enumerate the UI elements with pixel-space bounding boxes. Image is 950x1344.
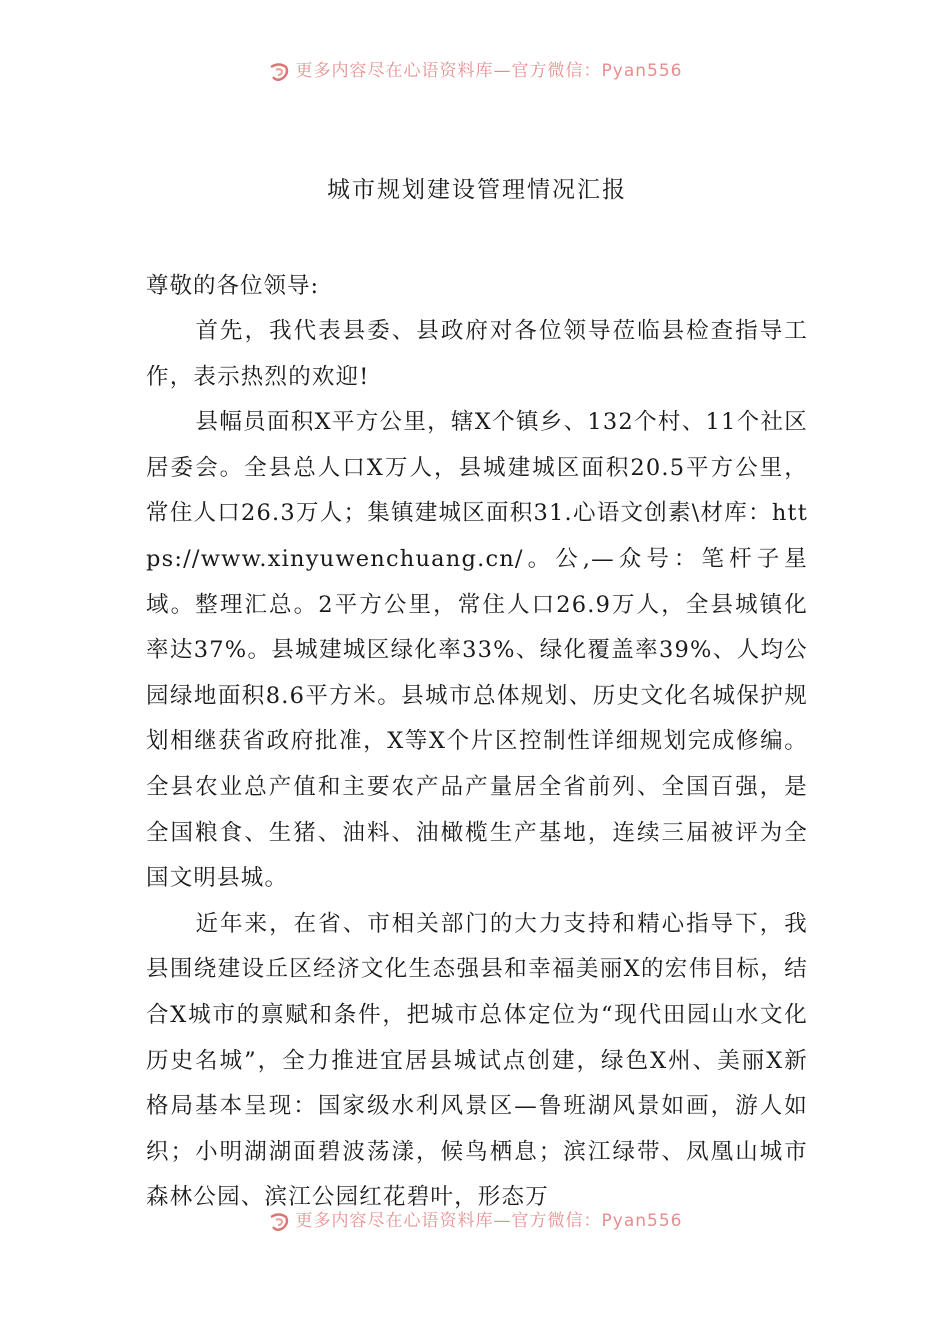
- paragraph: 近年来，在省、市相关部门的大力支持和精心指导下，我县围绕建设丘区经济文化生态强县和幸福美丽X的宏伟目标，结合X城市的禀赋和条件，把城市总体定位为“现代田园山水文化历史名城”，全力推进宜居县城试点创建，绿色X州、美丽X新格局基本呈现：国家级水利风景区—鲁班湖风景如画，游人如织；小明湖湖面碧波荡漾，候鸟栖息；滨江绿带、凤凰山城市森林公园、滨江公园红花碧叶，形态万: [146, 910, 808, 1211]
- watermark-text: 更多内容尽在心语资料库—官方微信：Pyan556: [295, 60, 683, 81]
- watermark-banner-top: [0, 56, 950, 88]
- document-body: [146, 168, 808, 1221]
- logo-mark-icon: [268, 61, 290, 83]
- paragraph: 县幅员面积X平方公里，辖X个镇乡、132个村、11个社区居委会。全县总人口X万人，县城建城区面积20.5平方公里，常住人口26.3万人；集镇建城区面积31.心语文创素\材库：https://www.xinyuwenchuang.cn/。公,—众号：笔杆子星域。整理汇总。2平方公里，常住人口26.9万人，全县城镇化率达37%。县城建城区绿化率33%、绿化覆盖率39%、人均公园绿地面积8.6平方米。县城市总体规划、历史文化名城保护规划相继获省政府批准，X等X个片区控制性详细规划完成修编。全县农业总产值和主要农产品产量居全省前列、全国百强，是全国粮食、生猪、油料、油橄榄生产基地，连续三届被评为全国文明县城。: [146, 409, 808, 892]
- watermark-banner-bottom: [0, 1206, 950, 1238]
- document-title: 城市规划建设管理情况汇报: [327, 177, 627, 203]
- watermark-text: 更多内容尽在心语资料库—官方微信：Pyan556: [295, 1210, 683, 1231]
- salutation: 尊敬的各位领导:: [146, 273, 320, 299]
- logo-mark-icon: [268, 1211, 290, 1233]
- paragraph: 首先，我代表县委、县政府对各位领导莅临县检查指导工作，表示热烈的欢迎!: [146, 318, 808, 390]
